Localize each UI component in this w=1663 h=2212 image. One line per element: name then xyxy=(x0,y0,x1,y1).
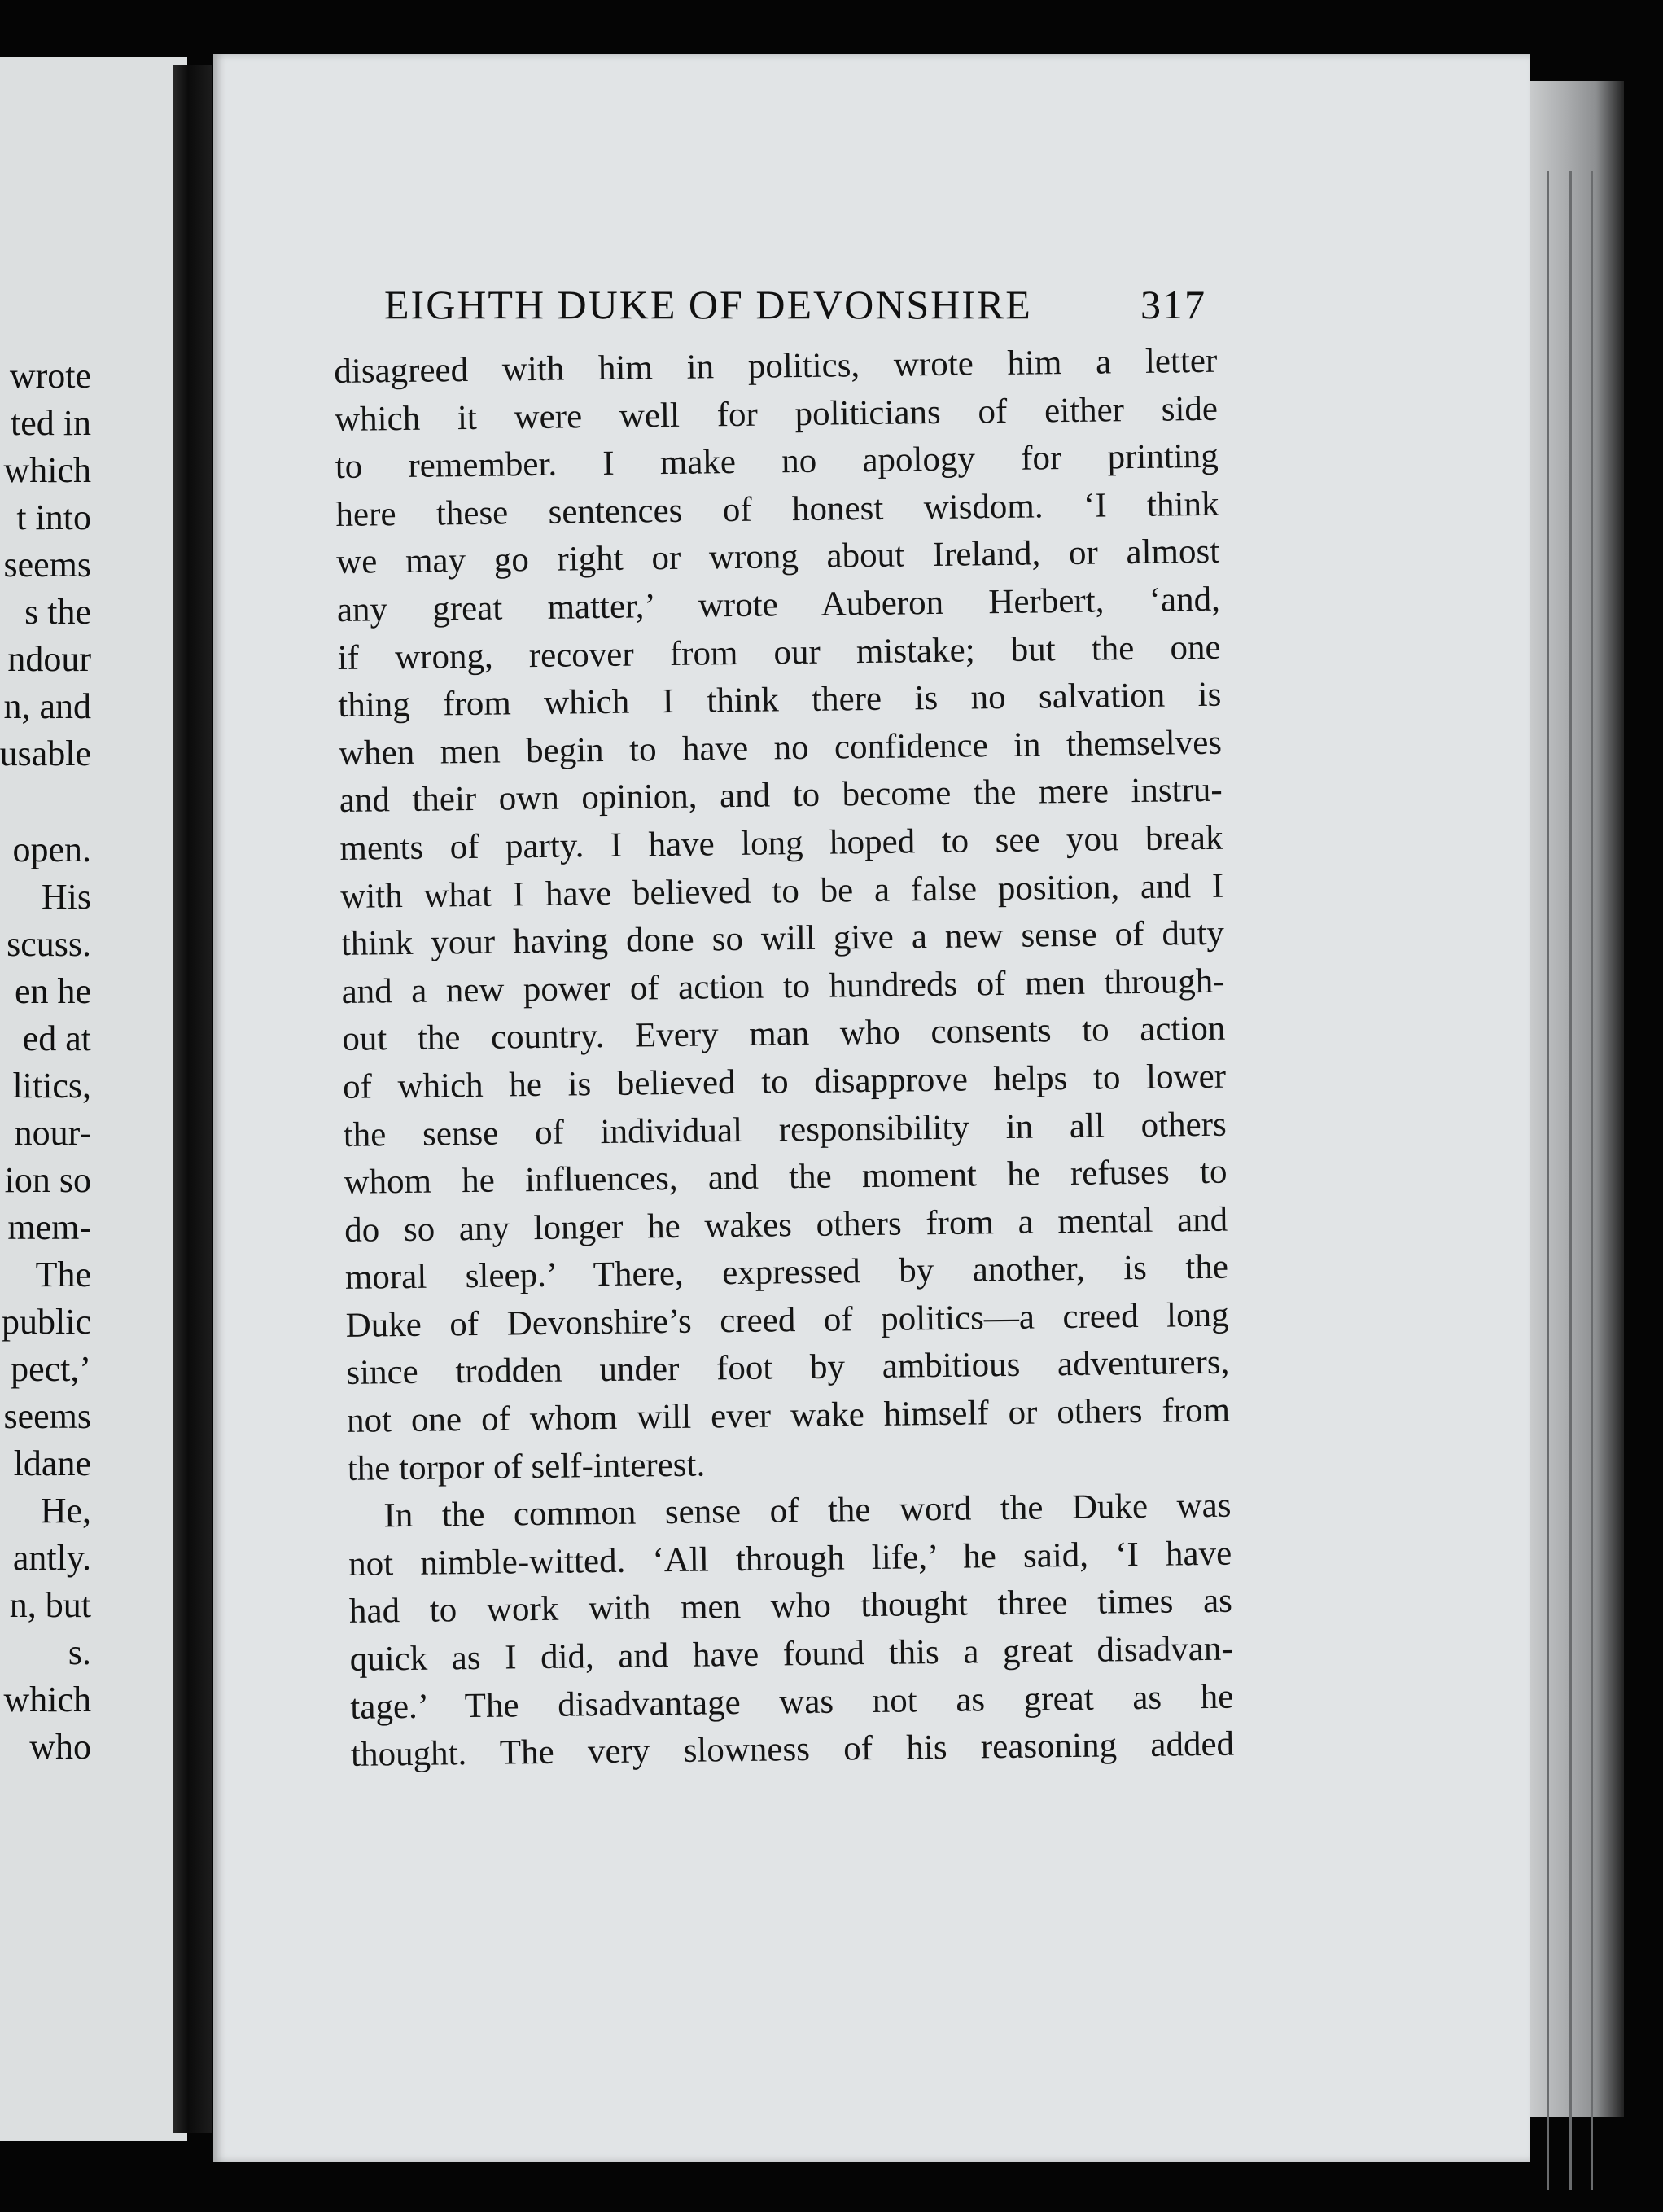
left-page-fragment: usable xyxy=(0,734,91,773)
left-page-fragment: ion so xyxy=(4,1160,91,1200)
text-line: out the country. Every man who consents to action xyxy=(342,1009,1226,1059)
text-line: In the common sense of the word the Duke was xyxy=(383,1486,1232,1535)
text-line: moral sleep.’ There, expressed by another, is the xyxy=(344,1247,1229,1298)
text-line: ments of party. I have long hoped to see you break xyxy=(339,818,1223,868)
left-page-fragment: scuss. xyxy=(7,924,91,964)
left-page-fragment: en he xyxy=(14,971,91,1011)
page-stack-edge xyxy=(1530,81,1624,2117)
text-line: to remember. I make no apology for printing xyxy=(335,436,1219,487)
left-page-fragment: He, xyxy=(40,1491,91,1531)
text-line: Duke of Devonshire’s creed of politics—a creed long xyxy=(345,1295,1229,1345)
left-page-fragment: who xyxy=(29,1727,91,1767)
text-line: thought. The very slowness of his reasoning added xyxy=(350,1724,1235,1775)
left-page-fragment: t into xyxy=(16,497,91,537)
text-line: disagreed with him in politics, wrote him a letter xyxy=(334,341,1218,391)
text-line: if wrong, recover from our mistake; but the one xyxy=(337,628,1221,677)
page-edge-line xyxy=(1569,171,1572,2190)
left-page-fragment: which xyxy=(3,450,91,490)
text-line: thing from which I think there is no salvation is xyxy=(338,675,1222,725)
text-line: since trodden under foot by ambitious adventurers, xyxy=(346,1343,1230,1393)
left-page-fragment: n, and xyxy=(3,686,91,726)
text-line: with what I have believed to be a false position, and I xyxy=(339,866,1224,916)
text-line: here these sentences of honest wisdom. ‘I think xyxy=(335,484,1219,534)
text-line: think your having done so will give a new sense of duty xyxy=(340,913,1225,964)
left-page-fragment: nour- xyxy=(14,1113,91,1153)
book-gutter xyxy=(173,65,212,2133)
text-line: had to work with men who thought three times as xyxy=(348,1582,1233,1632)
left-page-fragment: ndour xyxy=(7,639,91,679)
left-page-fragment: ted in xyxy=(11,403,91,443)
page-edge-line xyxy=(1547,171,1549,2190)
text-line: when men begin to have no confidence in themselves xyxy=(338,723,1223,773)
text-line: do so any longer he wakes others from a mental and xyxy=(344,1200,1228,1250)
page-edge-line xyxy=(1591,171,1593,2190)
page-number: 317 xyxy=(1140,282,1206,327)
left-page-fragment: mem- xyxy=(7,1207,91,1247)
left-page-fragment: public xyxy=(2,1302,91,1342)
body-text xyxy=(334,338,1234,1780)
text-line: not one of whom will ever wake himself or others from xyxy=(346,1391,1231,1440)
text-line: any great matter,’ wrote Auberon Herbert, ‘and, xyxy=(336,580,1221,629)
left-page-fragment: ldane xyxy=(13,1443,91,1483)
left-facing-page xyxy=(0,57,187,2141)
text-line: tage.’ The disadvantage was not as great as he xyxy=(350,1677,1234,1727)
left-page-fragment: seems xyxy=(3,1396,91,1436)
left-page-fragment: wrote xyxy=(9,356,91,396)
left-page-fragment: The xyxy=(35,1255,91,1294)
text-line: the torpor of self-interest. xyxy=(347,1445,706,1488)
left-page-fragment: s. xyxy=(68,1632,91,1672)
left-page-fragment: seems xyxy=(3,545,91,585)
left-page-fragment: litics, xyxy=(12,1066,91,1106)
text-line: the sense of individual responsibility in all others xyxy=(343,1105,1228,1154)
left-page-fragment: His xyxy=(41,877,91,917)
left-page-fragment: ed at xyxy=(22,1018,91,1058)
text-line: and a new power of action to hundreds of men through- xyxy=(341,961,1225,1011)
left-page-fragment: pect,’ xyxy=(11,1349,91,1389)
text-line: of which he is believed to disapprove helps to lower xyxy=(342,1057,1227,1106)
left-page-fragment: n, but xyxy=(9,1585,91,1625)
running-head-title: EIGHTH DUKE OF DEVONSHIRE xyxy=(384,282,1032,327)
text-line: which it were well for politicians of either side xyxy=(334,389,1219,439)
left-page-fragment: s the xyxy=(24,592,91,632)
text-line: whom he influences, and the moment he refuses to xyxy=(344,1152,1228,1202)
left-page-fragment: open. xyxy=(12,830,91,869)
left-page-fragment: antly. xyxy=(12,1538,91,1578)
text-line: we may go right or wrong about Ireland, or almost xyxy=(335,532,1220,582)
text-line: not nimble-witted. ‘All through life,’ he said, ‘I have xyxy=(348,1534,1232,1583)
text-line: and their own opinion, and to become the mere instru- xyxy=(339,771,1223,821)
text-line: quick as I did, and have found this a great disadvan- xyxy=(349,1629,1233,1679)
left-page-fragment: which xyxy=(3,1680,91,1719)
running-head xyxy=(384,281,1206,330)
